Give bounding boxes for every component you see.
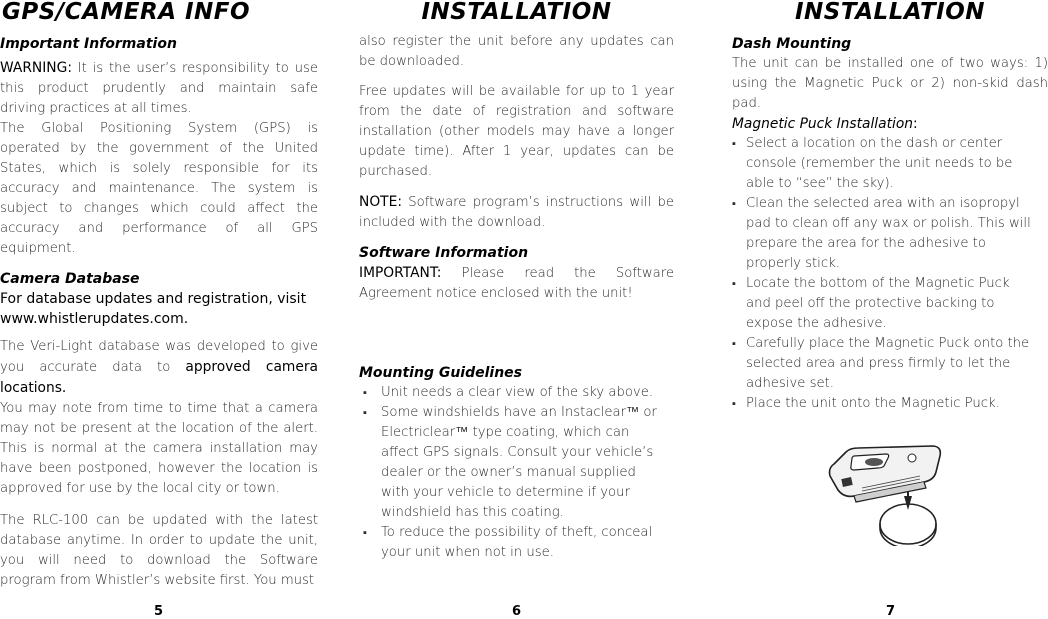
page-7-column	[732, 0, 1048, 414]
list-item: ▪ Carefully place the Magnetic Puck onto the selected area and press firmly to let the adhesive set.	[732, 334, 1048, 394]
dash-mounting-heading: Dash Mounting	[732, 36, 852, 52]
list-item: ▪ Place the unit onto the Magnetic Puck.	[732, 394, 1037, 414]
list-item: ▪ Clean the selected area with an isopropyl pad to clean off any wax or polish. This will prepare the area for the adhesive to properly stick.	[732, 194, 1037, 274]
note-text: Software program’s instructions will be included with the download.	[359, 195, 674, 230]
list-item: ▪ Select a location on the dash or center console (remember the unit needs to be able to “see” the sky).	[732, 134, 1037, 194]
important-text: Please read the Software Agreement notice enclosed with the unit!	[359, 266, 674, 301]
mounting-guidelines-heading: Mounting Guidelines	[359, 365, 523, 381]
important-info-heading: Important Information	[0, 36, 177, 52]
rlc-update-paragraph: The RLC-100 can be updated with the latest database anytime. In order to update the unit, you will need to download the Software program from Whistler’s website first. You must	[0, 513, 318, 588]
list-item: ▪ Unit needs a clear view of the sky above.	[359, 383, 671, 403]
gps-unit-button-icon	[908, 454, 916, 462]
page-number-5: 5	[154, 604, 164, 619]
gps-unit-lens	[865, 458, 883, 466]
page-7-title: INSTALLATION	[794, 0, 986, 25]
page-6-title: INSTALLATION	[421, 0, 612, 25]
dash-mounting-paragraph: The unit can be installed one of two ways: 1) using the Magnetic Puck or 2) non-skid dash pad.	[732, 56, 1048, 111]
approved-locations-text: approved camera locations.	[0, 359, 318, 396]
magnetic-puck-illustration	[824, 438, 948, 546]
page-5-column	[0, 0, 318, 591]
warning-label: WARNING:	[0, 60, 72, 76]
veri-light-paragraph	[0, 337, 318, 399]
warning-paragraph	[0, 58, 318, 119]
list-item: ▪ Some windshields have an Instaclear™ or Electriclear™ type coating, which can affect GPS signals. Consult your vehicle’s dealer or the owner’s manual supplied with your vehicle to determine if your windshield has this coating.	[359, 403, 671, 523]
page-6-column	[359, 0, 674, 563]
page-5-title: GPS/CAMERA INFO	[2, 0, 251, 25]
important-paragraph	[359, 263, 674, 304]
camera-note-paragraph: You may note from time to time that a camera may not be present at the location of the alert. This is normal at the camera installation may have been postponed, however the location is approved for use by the local city or town.	[0, 401, 318, 496]
warning-text: It is the user’s responsibility to use this product prudently and maintain safe driving practices at all times.	[0, 61, 318, 116]
page-number-7: 7	[886, 604, 896, 619]
magnetic-puck-steps	[732, 134, 1037, 414]
veri-light-text: The Veri-Light database was developed to give you accurate data to	[0, 339, 318, 375]
note-paragraph	[359, 192, 674, 233]
mounting-guidelines-list	[359, 383, 671, 563]
important-label: IMPORTANT:	[359, 265, 442, 281]
register-paragraph: also register the unit before any updates can be downloaded.	[359, 34, 674, 69]
magnetic-puck-heading	[732, 114, 1048, 134]
free-updates-paragraph: Free updates will be available for up to 1 year from the date of registration and software installation (other models may have a longer update time). After 1 year, updates can be purchased.	[359, 84, 674, 179]
database-url[interactable]: www.whistlerupdates.com.	[0, 311, 189, 327]
software-info-heading: Software Information	[359, 245, 529, 261]
list-item: ▪ To reduce the possibility of theft, conceal your unit when not in use.	[359, 523, 671, 563]
magnetic-puck-heading-text: Magnetic Puck Installation	[732, 116, 914, 132]
camera-database-heading: Camera Database	[0, 271, 140, 287]
page-number-6: 6	[512, 604, 522, 619]
gps-paragraph: The Global Positioning System (GPS) is operated by the government of the United States, which is solely responsible for its accuracy and maintenance. The system is subject to changes which could affect the accuracy and performance of all GPS equipment.	[0, 121, 318, 256]
database-link-line: For database updates and registration, visit	[0, 291, 307, 307]
note-label: NOTE:	[359, 194, 402, 210]
magnetic-puck-heading-colon: :	[913, 116, 918, 132]
list-item: ▪ Locate the bottom of the Magnetic Puck and peel off the protective backing to expose the adhesive.	[732, 274, 1037, 334]
